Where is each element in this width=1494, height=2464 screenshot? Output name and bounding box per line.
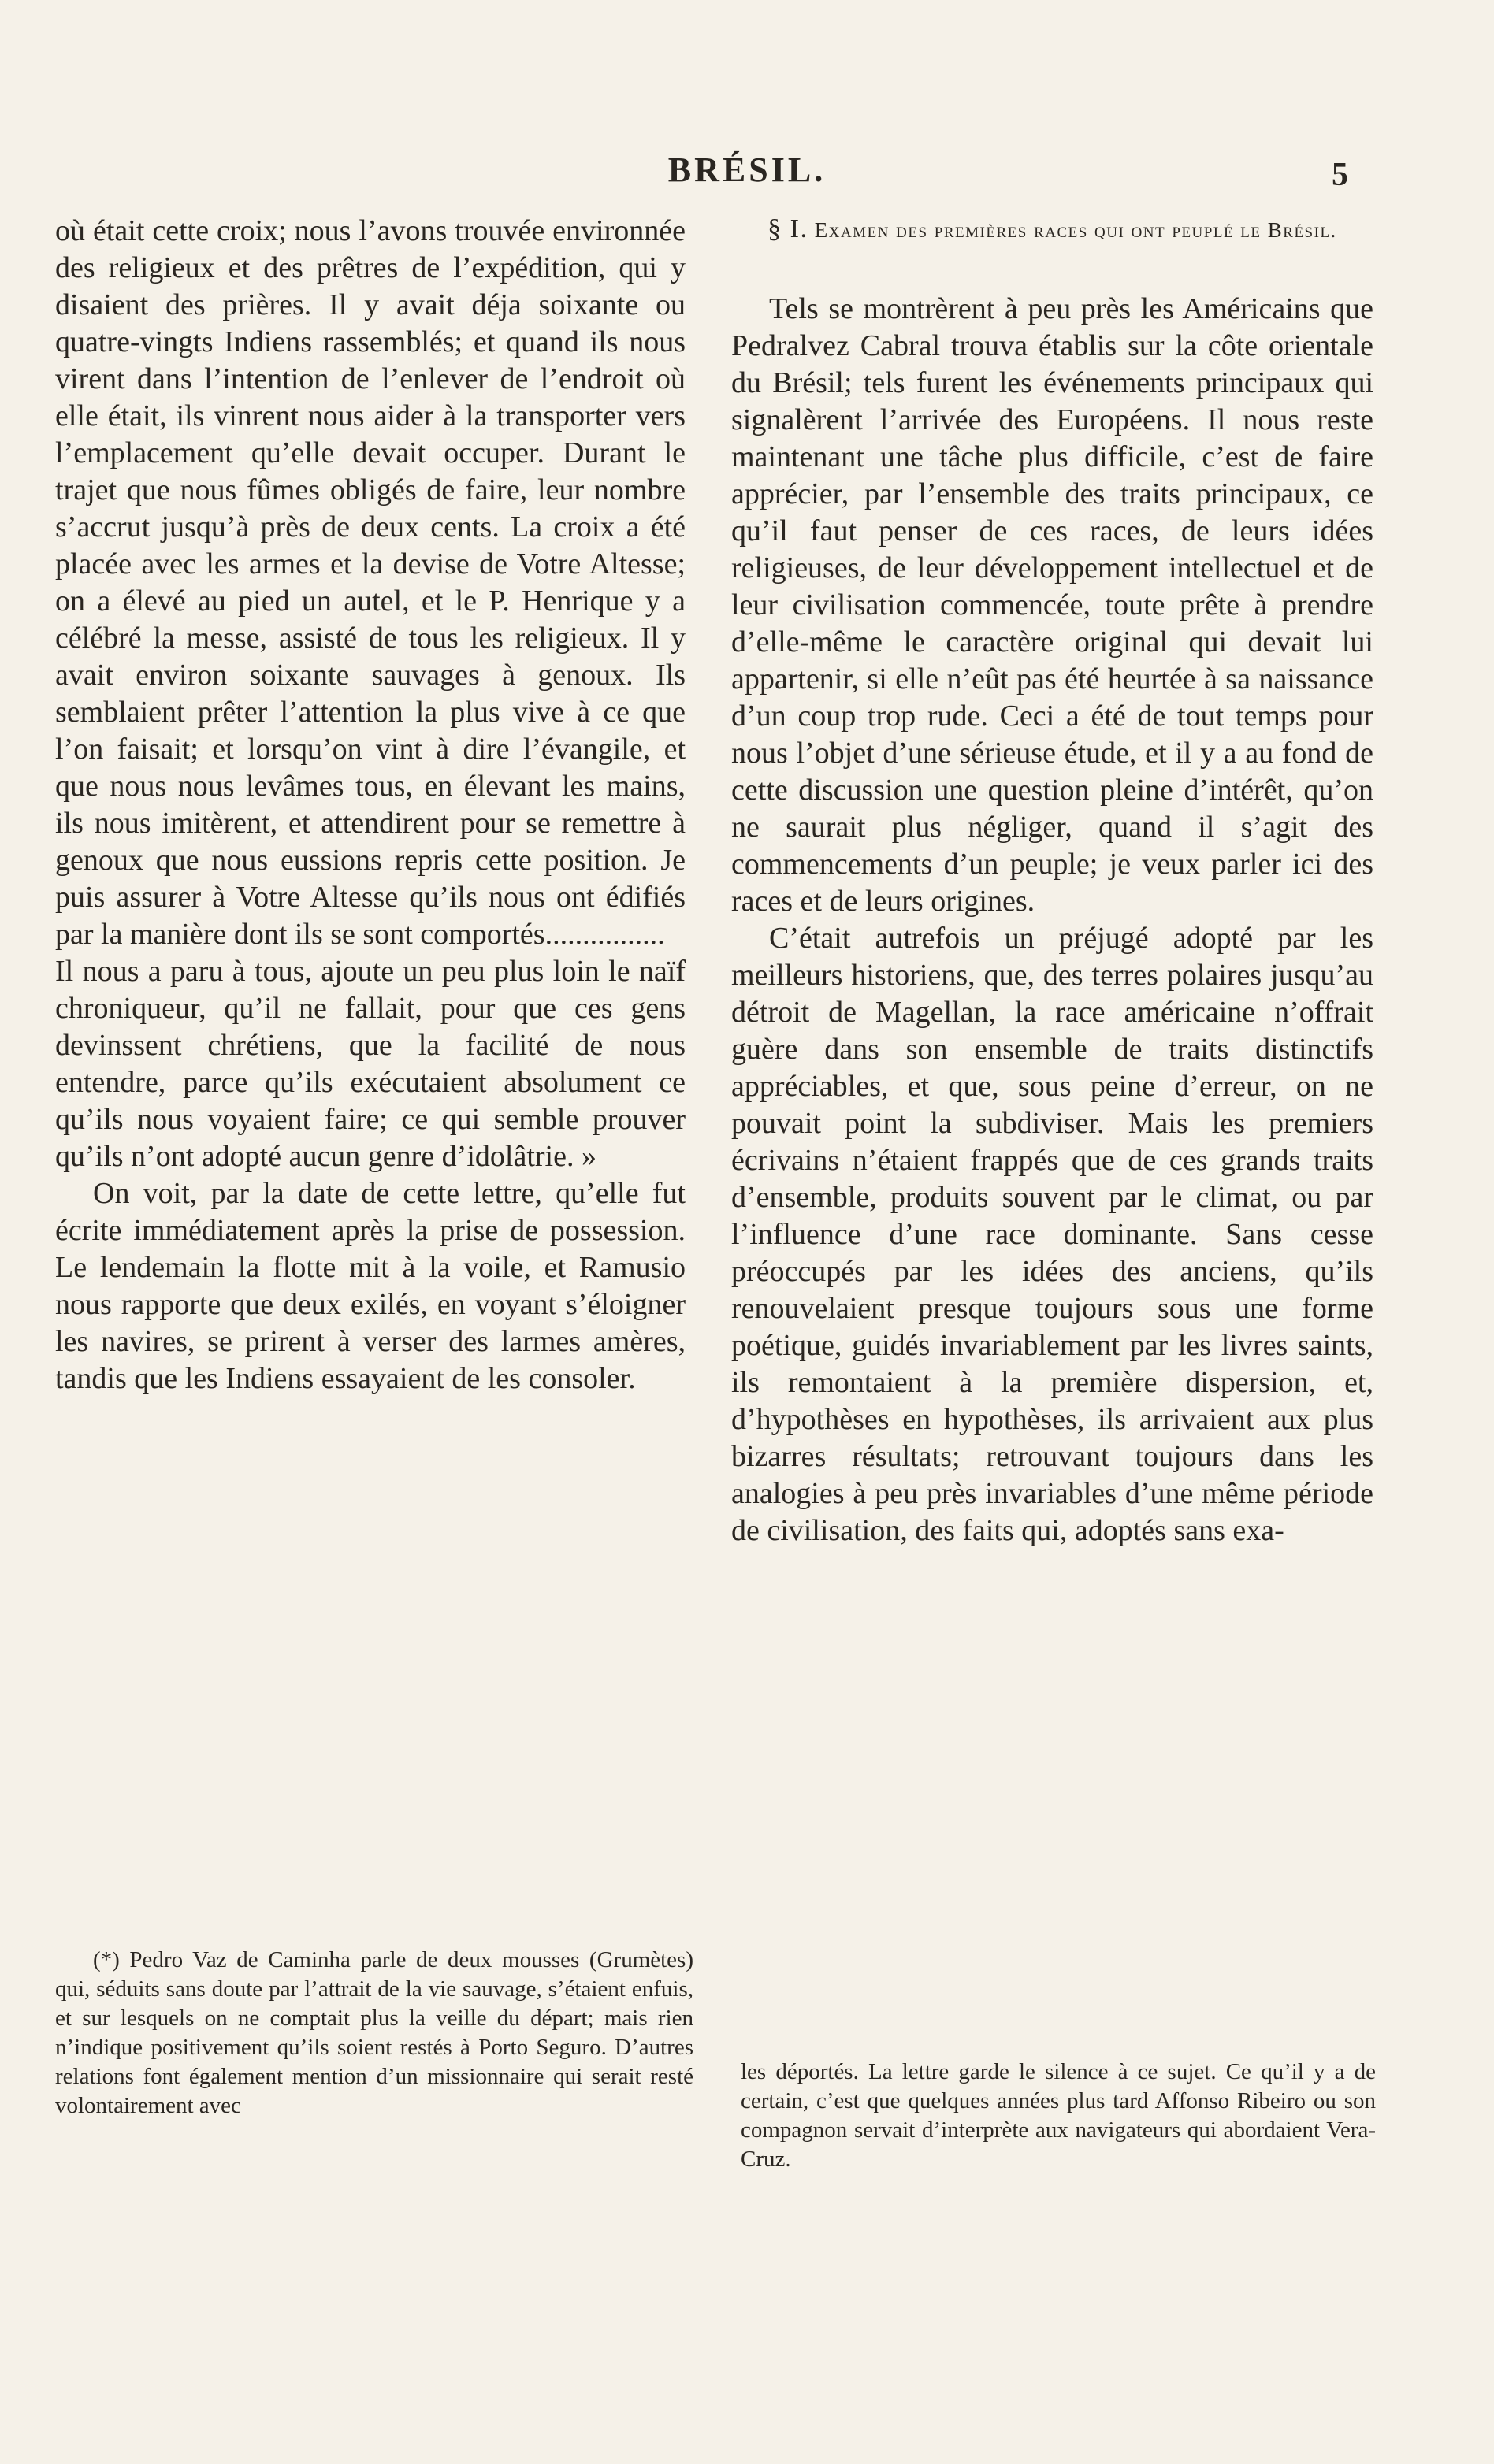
footnote-continuation: les déportés. La lettre garde le silence à ce sujet. Ce qu’il y a de certain, c’est que quelques années plus tard Affonso Ribeiro ou son compagnon servait d’interprète aux navigateurs qui abordaient Vera-Cruz. [741, 2059, 1376, 2172]
paragraph-intro-races: Tels se montrèrent à peu près les Américains que Pedralvez Cabral trouva établis sur la côte orientale du Brésil; tels furent les événements principaux qui signalèrent l’arrivée des Européens. Il nous reste maintenant une tâche plus difficile, c’est de faire apprécier, par l’ensemble des traits principaux, ce qu’il faut penser de ces races, de leurs idées religieuses, de leur développement intellectuel et de leur civilisation commencée, toute prête à prendre d’elle-même le caractère original qui devait lui appartenir, si elle n’eût pas été heurtée à sa naissance d’un coup trop rude. Ceci a été de tout temps pour nous l’objet d’une sérieuse étude, et il y a au fond de cette discussion une question pleine d’intérêt, qu’on ne saurait plus négliger, quand il s’agit des commencements d’un peuple; je veux parler ici des races et de leurs origines. [731, 292, 1373, 918]
footnote-text: (*) Pedro Vaz de Caminha parle de deux mousses (Grumètes) qui, séduits sans doute par l’attrait de la vie sauvage, s’étaient enfuis, et sur lesquels on ne comptait plus la veille du départ; mais rien n’indique positivement qu’ils soient restés à Porto Seguro. D’autres relations font également mention d’un missionnaire qui serait resté volontairement avec [55, 1947, 693, 2118]
paragraph-letter-continuation: où était cette croix; nous l’avons trouvée environnée des religieux et des prêtres de l’expédition, qui y disaient des prières. Il y avait déja soixante ou quatre-vingts Indiens rassemblés; et quand ils nous virent dans l’intention de l’enlever de l’endroit où elle était, ils vinrent nous aider à la transporter vers l’emplacement qu’elle devait occuper. Durant le trajet que nous fûmes obligés de faire, leur nombre s’accrut jusqu’à près de deux cents. La croix a été placée avec les armes et la devise de Votre Altesse; on a élevé au pied un autel, et le P. Henrique y a célébré la messe, assisté de tous les religieux. Il y avait environ soixante sauvages à genoux. Ils semblaient prêter l’attention la plus vive à ce que l’on faisait; et lorsqu’on vint à dire l’évangile, et que nous nous levâmes tous, en élevant les mains, ils nous imitèrent, et attendirent pour se remettre à genoux que nous eussions repris cette position. Je puis assurer à Votre Altesse qu’ils nous ont édifiés par la manière dont ils se sont comportés................ [55, 214, 686, 951]
page-number: 5 [1332, 157, 1348, 193]
running-head [0, 150, 1494, 197]
paragraph-chronicler: Il nous a paru à tous, ajoute un peu plus loin le naïf chroniqueur, qu’il ne fallait, pour que ces gens devinssent chrétiens, que la facilité de nous entendre, parce qu’ils exécutaient absolument ce qu’ils nous voyaient faire; ce qui semble prouver qu’ils n’ont adopté aucun genre d’idolâtrie. » [55, 955, 686, 1173]
paragraph-prejudice: C’était autrefois un préjugé adopté par les meilleurs historiens, que, des terres polaires jusqu’au détroit de Magellan, la race américaine n’offrait guère dans son ensemble de traits distinctifs appréciables, et que, sous peine d’erreur, on ne pouvait point la subdiviser. Mais les premiers écrivains n’étaient frappés que de ces grands traits d’ensemble, produits souvent par le climat, ou par l’influence d’une race dominante. Sans cesse préoccupés par les idées des anciens, qu’ils renouvelaient presque toujours sous une forme poétique, guidés invariablement par les livres saints, ils remontaient à la première dispersion, et, d’hypothèses en hypothèses, ils arrivaient aux plus bizarres résultats; retrouvant toujours dans les analogies à peu près invariables d’une même période de civilisation, des faits qui, adoptés sans exa- [731, 922, 1373, 1547]
footnote-right [741, 2058, 1376, 2174]
paragraph-departure: On voit, par la date de cette lettre, qu’elle fut écrite immédiatement après la prise de possession. Le lendemain la flotte mit à la voile, et Ramusio nous rapporte que deux exilés, en voyant s’éloigner les navires, se prirent à verser des larmes amères, tandis que les Indiens essayaient de les consoler. [55, 1177, 686, 1395]
section-title: Examen des premières races qui ont peuplé le Brésil. [814, 218, 1337, 242]
footnote-left [55, 1946, 693, 2121]
section-number: § I. [767, 214, 808, 243]
right-column [731, 213, 1373, 1549]
running-title: BRÉSIL. [667, 150, 827, 189]
left-column [55, 213, 686, 1397]
section-heading [731, 214, 1373, 245]
